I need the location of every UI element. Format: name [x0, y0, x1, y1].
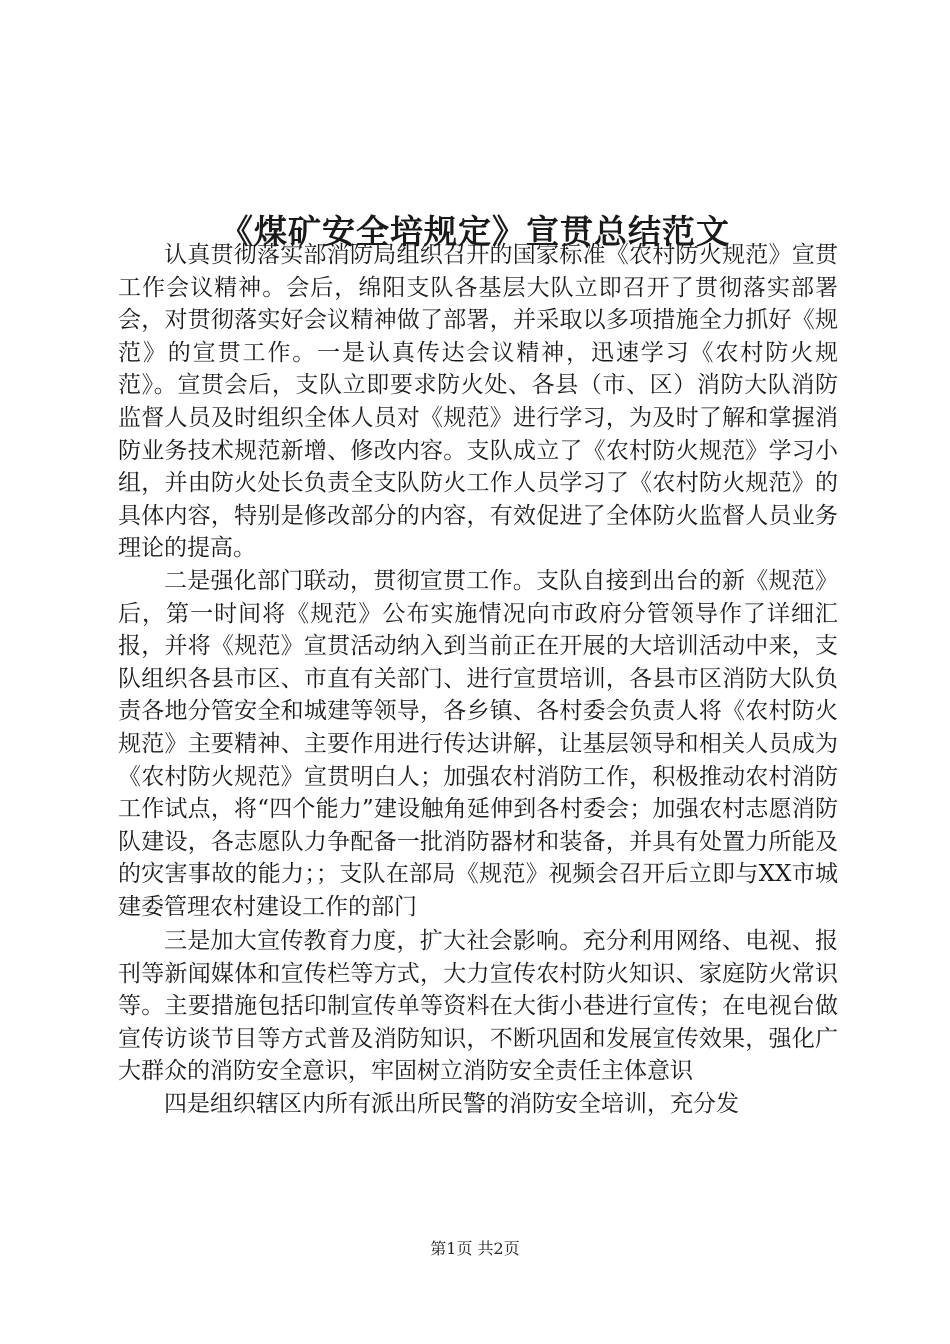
paragraph-4: 四是组织辖区内所有派出所民警的消防安全培训，充分发: [164, 1090, 739, 1117]
paragraph-1: 认真贯彻落实部消防局组织召开的国家标准《农村防火规范》宣贯工作会议精神。会后，绵阳支队各基层大队立即召开了贯彻落实部署会，对贯彻落实好会议精神做了部署，并采取以多项措施全力抓好《规范》的宣贯工作。一是认真传达会议精神，迅速学习《农村防火规范》。宣贯会后，支队立即要求防火处、各县（市、区）消防大队消防监督人员及时组织全体人员对《规范》进行学习，为及时了解和掌握消防业务技术规范新增、修改内容。支队成立了《农村防火规范》学习小组，并由防火处长负责全支队防火工作人员学习了《农村防火规范》的具体内容，特别是修改部分的内容，有效促进了全体防火监督人员业务理论的提高。: [118, 242, 838, 562]
paragraph-2: 二是强化部门联动，贯彻宣贯工作。支队自接到出台的新《规范》后，第一时间将《规范》公布实施情况向市政府分管领导作了详细汇报，并将《规范》宣贯活动纳入到当前正在开展的大培训活动中来，支队组织各县市区、市直有关部门、进行宣贯培训，各县市区消防大队负责各地分管安全和城建等领导，各乡镇、各村委会负责人将《农村防火规范》主要精神、主要作用进行传达讲解，让基层领导和相关人员成为《农村防火规范》宣贯明白人；加强农村消防工作，积极推动农村消防工作试点，将“四个能力”建设触角延伸到各村委会；加强农村志愿消防队建设，各志愿队力争配备一批消防器材和装备，并具有处置力所能及的灾害事故的能力；；支队在部局《规范》视频会召开后立即与XX市城建委管理农村建设工作的部门: [118, 567, 838, 920]
page-footer: 第1页 共2页: [430, 1239, 520, 1258]
document-body-lower: [118, 925, 838, 1121]
document-body-upper: [118, 239, 838, 923]
paragraph-3: 三是加大宣传教育力度，扩大社会影响。充分利用网络、电视、报刊等新闻媒体和宣传栏等方式，大力宣传农村防火知识、家庭防火常识等。主要措施包括印制宣传单等资料在大街小巷进行宣传；在电视台做宣传访谈节目等方式普及消防知识，不断巩固和发展宣传效果，强化广大群众的消防安全意识，牢固树立消防安全责任主体意识: [118, 928, 838, 1085]
document-title: 《煤矿安全培规定》宣贯总结范文: [220, 212, 730, 252]
